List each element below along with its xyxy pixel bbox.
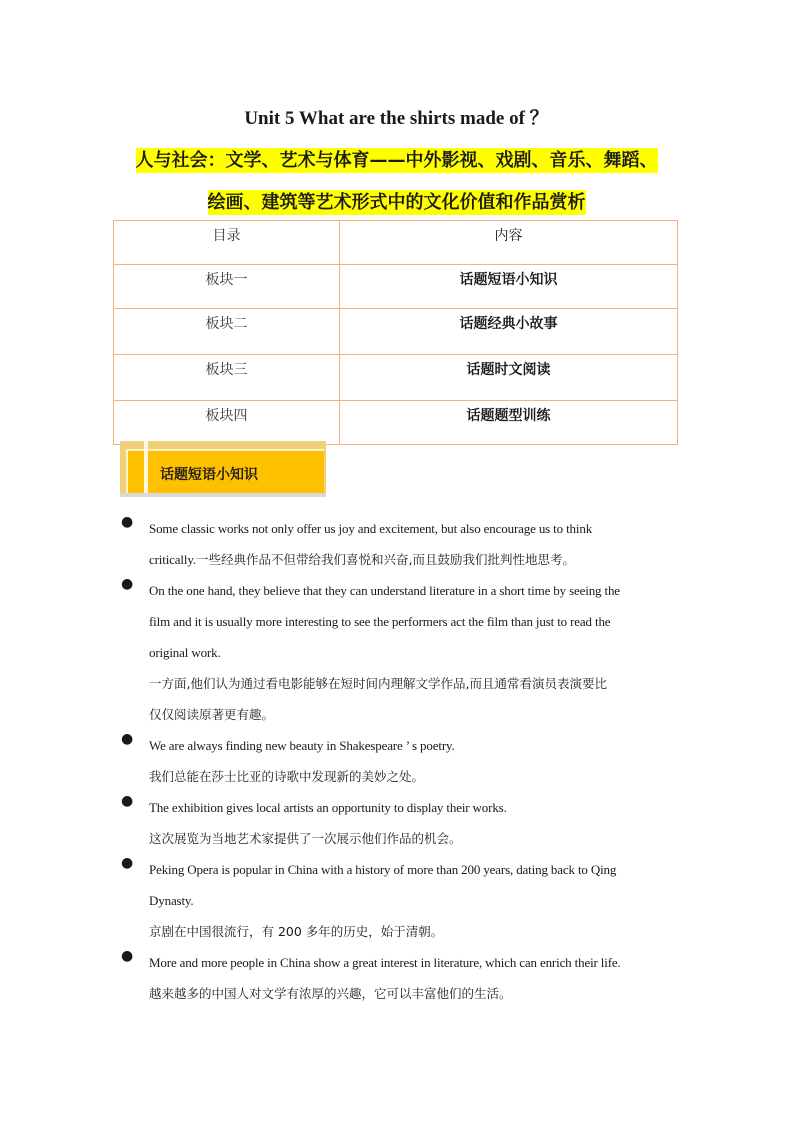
theme-line-2 [0, 188, 793, 214]
item-english: More and more people in China show a great interest in literature, which can enrich their life. [149, 955, 621, 970]
table-row [114, 401, 678, 445]
theme-text-2: 绘画、建筑等艺术形式中的文化价值和作品赏析 [207, 192, 586, 213]
table-header-row [114, 221, 678, 265]
list-item [0, 513, 674, 575]
item-english: film and it is usually more interesting to see the performers act the film than just to read the [149, 614, 611, 629]
item-english: We are always finding new beauty in Shakespeare ’ s poetry. [149, 738, 455, 753]
list-item [0, 730, 674, 792]
theme-text-1: 人与社会：文学、艺术与体育——中外影视、戏剧、音乐、舞蹈、 [135, 150, 658, 171]
item-chinese: 越来越多的中国人对文学有浓厚的兴趣，它可以丰富他们的生活。 [149, 986, 512, 1001]
item-chinese: 一方面,他们认为通过看电影能够在短时间内理解文学作品,而且通常看演员表演要比 [149, 676, 607, 691]
row-section: 板块四 [114, 401, 340, 445]
document-title: Unit 5 What are the shirts made of ？ [244, 108, 549, 129]
bullet-icon: ● [121, 731, 134, 747]
row-content: 话题经典小故事 [340, 309, 678, 355]
item-chinese: 我们总能在莎士比亚的诗歌中发现新的美妙之处。 [149, 769, 425, 784]
row-section: 板块二 [114, 309, 340, 355]
bullet-icon: ● [121, 576, 134, 592]
section-heading-shadow [120, 493, 326, 497]
item-english: original work. [149, 645, 221, 660]
table-row [114, 265, 678, 309]
bullet-icon: ● [121, 948, 134, 964]
row-content: 话题时文阅读 [340, 355, 678, 401]
item-english: Some classic works not only offer us joy and excitement, but also encourage us to think [149, 521, 593, 536]
table-row [114, 309, 678, 355]
item-chinese: 仅仅阅读原著更有趣。 [149, 707, 275, 722]
bullet-icon: ● [121, 793, 134, 809]
list-item [0, 854, 674, 947]
header-content: 内容 [340, 221, 678, 265]
row-section: 板块一 [114, 265, 340, 309]
header-section: 目录 [114, 221, 340, 265]
section-heading-box [120, 441, 326, 497]
item-chinese: 京剧在中国很流行，有 200 多年的历史，始于清朝。 [149, 924, 444, 939]
item-english: critically. [149, 552, 196, 567]
list-item [0, 575, 674, 730]
table-row [114, 355, 678, 401]
list-item [0, 792, 674, 854]
item-english: Dynasty. [149, 893, 194, 908]
item-english: The exhibition gives local artists an opportunity to display their works. [149, 800, 507, 815]
item-english: On the one hand, they believe that they can understand literature in a short time by seeing the [149, 583, 620, 598]
list-item [0, 947, 674, 1009]
section-heading-bar [144, 441, 148, 497]
row-content: 话题题型训练 [340, 401, 678, 445]
theme-line-1 [0, 146, 793, 172]
bullet-icon: ● [121, 855, 134, 871]
row-content: 话题短语小知识 [340, 265, 678, 309]
item-chinese: 这次展览为当地艺术家提供了一次展示他们作品的机会。 [149, 831, 462, 846]
bullet-icon: ● [121, 514, 134, 530]
item-chinese: 一些经典作品不但带给我们喜悦和兴奋,而且鼓励我们批判性地思考。 [195, 552, 575, 567]
item-english: Peking Opera is popular in China with a history of more than 200 years, dating back to Qing [149, 862, 617, 877]
row-section: 板块三 [114, 355, 340, 401]
contents-table [113, 220, 678, 445]
phrase-list [0, 513, 793, 1009]
section-heading-label: 话题短语小知识 [160, 467, 258, 483]
